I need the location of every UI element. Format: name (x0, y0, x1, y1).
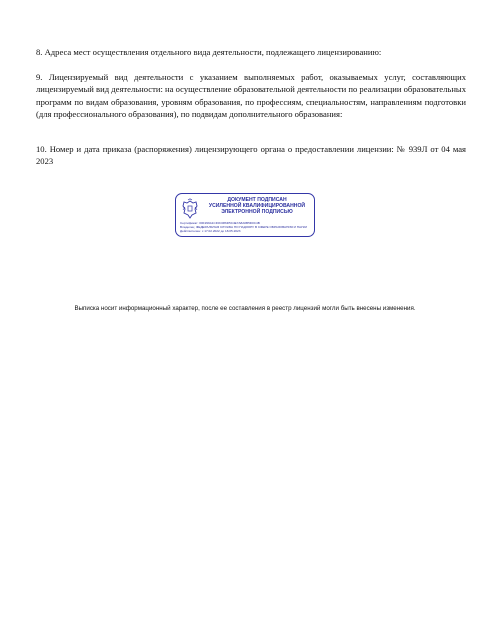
stamp-title-line: ДОКУМЕНТ ПОДПИСАН (227, 197, 287, 203)
coat-of-arms-icon (180, 198, 200, 220)
section-9-text: 9. Лицензируемый вид деятельности с указанием выполняемых работ, оказываемых услуг, составляющих лицензируемый вид деятельности: на осуществление образовательной деятельности по реализации образовательных программ по видам образования, уровням образования, по профессиям, специальностям, направлениям подготовки (для профессионального образования), по подвидам дополнительного образования: (36, 72, 466, 120)
stamp-title-line: ЭЛЕКТРОННОЙ ПОДПИСЬЮ (221, 209, 293, 215)
section-8-text: 8. Адреса мест осуществления отдельного вида деятельности, подлежащего лицензированию: (36, 47, 382, 57)
disclaimer-footnote: Выписка носит информационный характер, после ее составления в реестр лицензий могли быть внесены изменения. (74, 305, 416, 312)
stamp-validity: Действителен: с 17.02.2022 до 18.05.2023 (180, 229, 241, 234)
electronic-signature-stamp (175, 193, 315, 237)
stamp-title (202, 197, 312, 215)
stamp-details (180, 221, 312, 234)
stamp-owner: Владелец: ФЕДЕРАЛЬНАЯ СЛУЖБА ПО НАДЗОРУ В СФЕРЕ ОБРАЗОВАНИЯ И НАУКИ (180, 225, 307, 230)
stamp-title-line: УСИЛЕННОЙ КВАЛИФИЦИРОВАННОЙ (208, 203, 306, 209)
section-10-text: 10. Номер и дата приказа (распоряжения) лицензирующего органа о предоставлении лицензии: № 939Л от 04 мая 2023 (36, 144, 466, 167)
stamp-certificate: Сертификат: 00F299A1CF0C086D5C4E7A8A0B5D0C4B (180, 221, 260, 225)
